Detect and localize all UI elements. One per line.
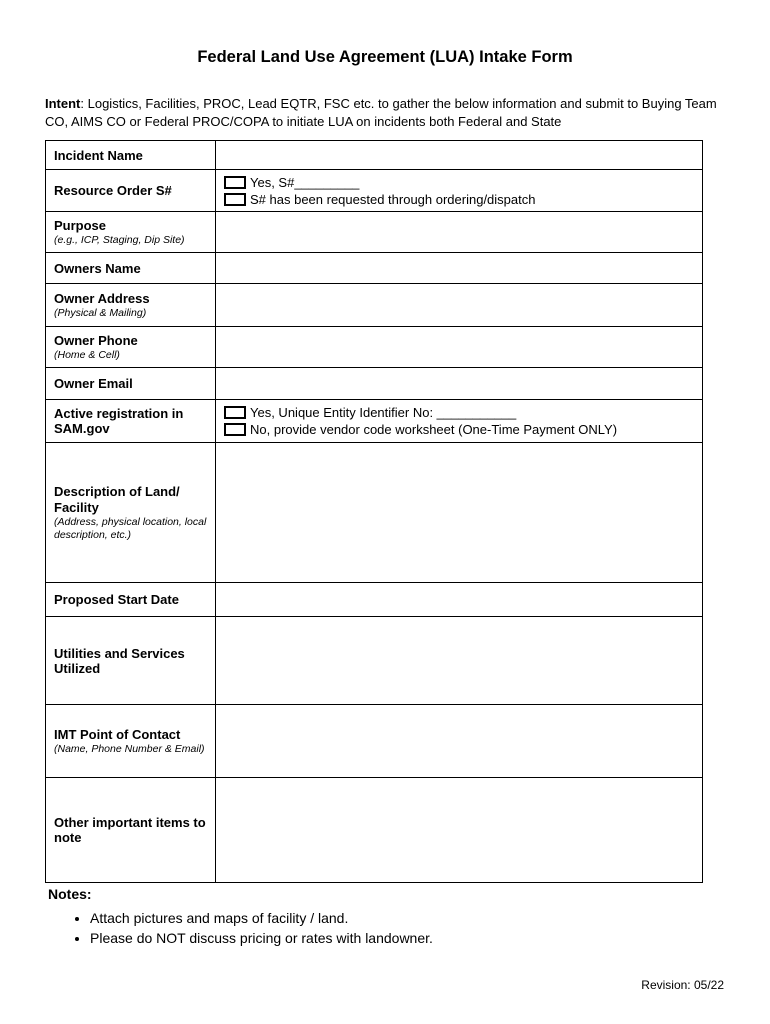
incident-name-field[interactable] (216, 141, 703, 170)
description-label-cell (46, 443, 216, 583)
notes-list (48, 908, 433, 948)
row-owner-phone (46, 327, 703, 368)
incident-name-label: Incident Name (46, 141, 216, 170)
purpose-field[interactable] (216, 212, 703, 253)
purpose-label-cell (46, 212, 216, 253)
imt-contact-label-cell (46, 705, 216, 778)
sam-no-label: No, provide vendor code worksheet (One-Time Payment ONLY) (250, 422, 618, 437)
other-items-field[interactable] (216, 778, 703, 883)
purpose-label: Purpose (54, 217, 107, 233)
intent-paragraph (45, 95, 735, 131)
owner-address-field[interactable] (216, 284, 703, 327)
start-date-field[interactable] (216, 583, 703, 617)
owner-address-hint: (Physical & Mailing) (54, 306, 147, 319)
notes-item: • Please do NOT discuss pricing or rates with landowner. (90, 928, 433, 948)
notes-heading: Notes: (48, 886, 92, 902)
row-purpose (46, 212, 703, 253)
start-date-label: Proposed Start Date (46, 583, 216, 617)
sam-yes-checkbox[interactable] (224, 406, 246, 419)
form-title: Federal Land Use Agreement (LUA) Intake Form (197, 48, 573, 66)
row-imt-contact (46, 705, 703, 778)
row-resource-order (46, 170, 703, 212)
description-hint: (Address, physical location, local description, etc.) (54, 515, 207, 541)
intent-label: Intent (45, 96, 81, 111)
notes-item: • Attach pictures and maps of facility / land. (90, 908, 433, 928)
imt-contact-label: IMT Point of Contact (54, 726, 181, 742)
revision-label: Revision: 05/22 (641, 978, 724, 992)
sam-option-no (224, 421, 694, 438)
other-items-label: Other important items to note (46, 778, 216, 883)
row-owner-email (46, 368, 703, 400)
imt-contact-field[interactable] (216, 705, 703, 778)
owners-name-field[interactable] (216, 253, 703, 284)
resource-order-yes-checkbox[interactable] (224, 176, 246, 189)
owner-phone-hint: (Home & Cell) (54, 348, 120, 361)
sam-yes-label: Yes, Unique Entity Identifier No: ___________ (250, 405, 517, 420)
sam-no-checkbox[interactable] (224, 423, 246, 436)
description-field[interactable] (216, 443, 703, 583)
resource-order-yes-label: Yes, S#_________ (250, 174, 360, 190)
utilities-field[interactable] (216, 617, 703, 705)
row-other-items (46, 778, 703, 883)
resource-order-label: Resource Order S# (46, 170, 216, 212)
row-sam-registration (46, 400, 703, 443)
owner-phone-label: Owner Phone (54, 332, 138, 348)
row-owners-name (46, 253, 703, 284)
row-description (46, 443, 703, 583)
row-utilities (46, 617, 703, 705)
owner-address-label-cell (46, 284, 216, 327)
purpose-hint: (e.g., ICP, Staging, Dip Site) (54, 233, 185, 246)
utilities-label: Utilities and Services Utilized (46, 617, 216, 705)
owner-email-field[interactable] (216, 368, 703, 400)
sam-registration-options (216, 400, 703, 443)
resource-order-options (216, 170, 703, 212)
owners-name-label: Owners Name (46, 253, 216, 284)
owner-address-label: Owner Address (54, 290, 150, 306)
sam-registration-label: Active registration in SAM.gov (46, 400, 216, 443)
intake-form-table (45, 140, 703, 883)
row-incident-name (46, 141, 703, 170)
owner-phone-label-cell (46, 327, 216, 368)
imt-contact-hint: (Name, Phone Number & Email) (54, 742, 205, 755)
sam-option-yes (224, 404, 694, 421)
row-start-date (46, 583, 703, 617)
owner-phone-field[interactable] (216, 327, 703, 368)
owner-email-label: Owner Email (46, 368, 216, 400)
intent-text: : Logistics, Facilities, PROC, Lead EQTR, FSC etc. to gather the below information and submit to Buying Team CO, AIMS CO or Federal PROC/COPA to initiate LUA on incidents both Federal and State (45, 96, 717, 129)
resource-order-option-requested (224, 191, 694, 208)
resource-order-option-yes (224, 174, 694, 191)
description-label: Description of Land/ Facility (54, 483, 180, 515)
row-owner-address (46, 284, 703, 327)
resource-order-requested-label: S# has been requested through ordering/dispatch (250, 191, 536, 207)
resource-order-requested-checkbox[interactable] (224, 193, 246, 206)
